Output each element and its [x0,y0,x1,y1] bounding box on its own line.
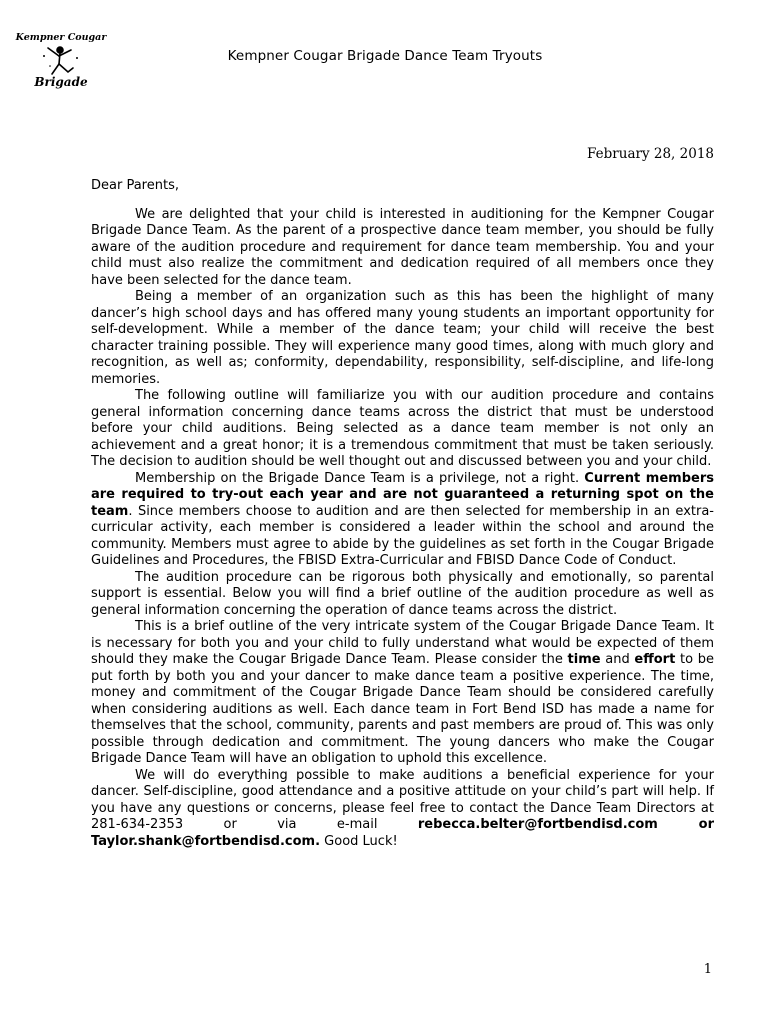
letter-date: February 28, 2018 [587,146,714,162]
membership-text-start: Membership on the Brigade Dance Team is a privilege, not a right. [135,470,585,486]
paragraph-procedure: The audition procedure can be rigorous both physically and emotionally, so parental support is essential. Below you will find a brief outline of the audition procedure as well as general information concerning the operation of dance teams across the district. [91,569,714,618]
system-text-mid: and [600,652,635,667]
letter-body [91,178,714,850]
page-title: Kempner Cougar Brigade Dance Team Tryouts [227,48,543,64]
paragraph-membership [91,471,714,570]
emphasis-time: time [567,652,601,667]
salutation: Dear Parents, [91,178,179,193]
system-text-end: to be put forth by both you and your dancer to make dance team a positive experience. The time, money and commitment of the Cougar Brigade Dance Team should be considered carefully when considering auditions as well. Each dance team in Fort Bend ISD has made a name for themselves that the school, community, parents and past members are proud of. This was only possible through dedication and commitment. The young dancers who make the Cougar Brigade Dance Team will have an obligation to uphold this excellence. [91,652,714,766]
page-number: 1 [703,962,712,977]
system-text-start: This is a brief outline of the very intricate system of the Cougar Brigade Dance Team. It is necessary for both you and your child to fully understand what would be expected of them should they make the Cougar Brigade Dance Team. Please consider the [91,619,714,667]
paragraph-benefits: Being a member of an organization such as this has been the highlight of many dancer’s high school days and has offered many young students an important opportunity for self-development. While a member of the dance team; your child will receive the best character training possible. They will experience many good times, along with much glory and recognition, as well as; conformity, dependability, responsibility, self-discipline, and life-long memories. [91,289,714,387]
returning-members-notice: Current members are required to try-out each year and are not guaranteed a returning spot on the team [91,470,714,519]
membership-text-end: . Since members choose to audition and are then selected for membership in an extra-curricular activity, each member is considered a leader within the school and around the community. Members must agree to abide by the guidelines as set forth in the Cougar Brigade Guidelines and Procedures, the FBISD Extra-Curricular and FBISD Dance Code of Conduct. [91,503,714,568]
closing-text: Good Luck! [320,833,398,849]
logo-bottom-text: Brigade [34,75,88,89]
contact-text: We will do everything possible to make auditions a beneficial experience for your dancer. Self-discipline, good attendance and a positive attitude on your child’s part will help. If you have any questions or concerns, please feel free to contact the Dance Team Directors at 281-634-2353 or via e-mail [91,767,714,832]
paragraph-contact [91,768,714,851]
email-separator: or [657,817,715,832]
paragraph-system [91,619,714,768]
email-link-belter[interactable]: rebecca.belter@fortbendisd.com [417,817,658,832]
logo-top-text: Kempner Cougar [15,32,107,43]
paragraph-introduction: We are delighted that your child is interested in auditioning for the Kempner Cougar Brigade Dance Team. As the parent of a prospective dance team member, you should be fully aware of the audition procedure and requirement for dance team membership. You and your child must also realize the commitment and dedication required of all members once they have been selected for the dance team. [91,206,714,288]
email-link-shank[interactable]: Taylor.shank@fortbendisd.com. [91,833,321,849]
paragraph-outline: The following outline will familiarize you with our audition procedure and contains general information concerning dance teams across the district that must be understood before your child auditions. Being selected as a dance team member is not only an achievement and a great honor; it is a tremendous commitment that must be taken seriously. The decision to audition should be well thought out and discussed between you and your child. [91,388,714,469]
emphasis-effort: effort [634,652,676,667]
